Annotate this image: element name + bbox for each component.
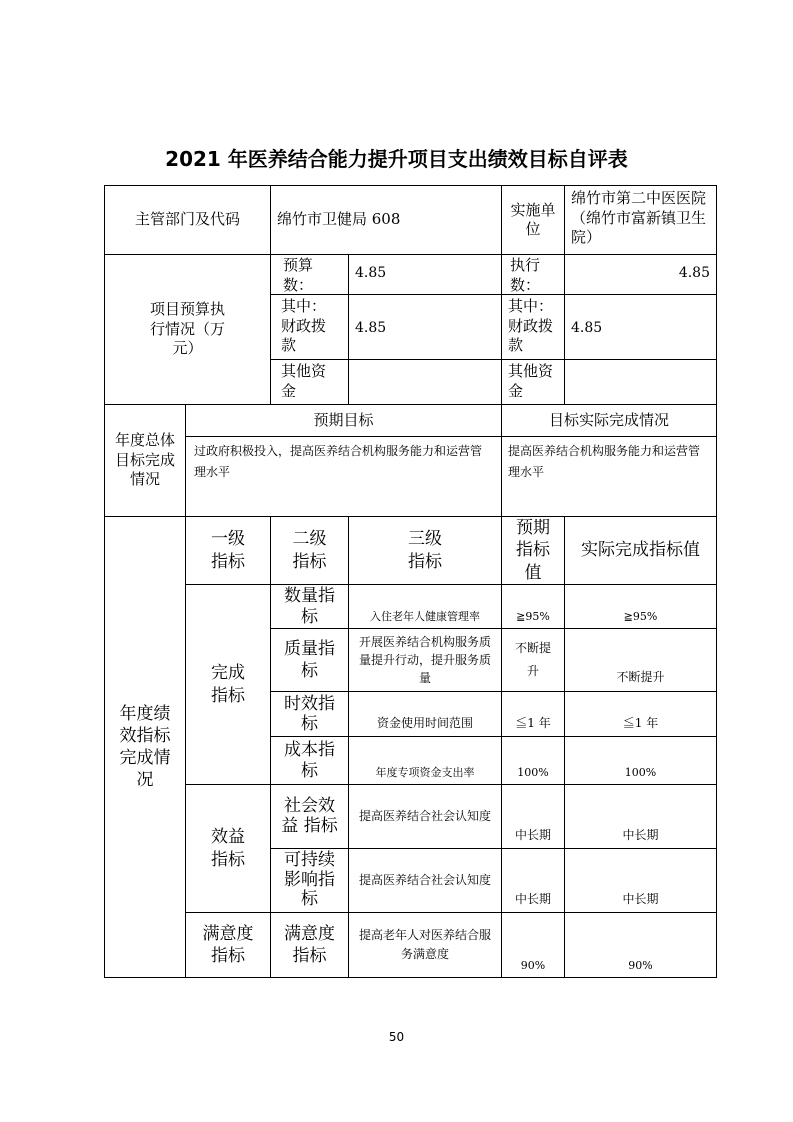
fin-budget-label: 其中：财政拨款 [281, 297, 327, 354]
row-expected: 100% [517, 765, 549, 779]
dept-value: 绵竹市卫健局 608 [277, 210, 401, 229]
row-actual: 中长期 [622, 828, 659, 843]
row-expected: ≦1 年 [515, 716, 551, 731]
row-expected: 不断提升 [514, 641, 551, 678]
col-level3-header: 三级指标 [408, 529, 442, 572]
row-level2: 时效指标 [284, 693, 335, 734]
performance-section-label: 年度绩效指标完成情况 [119, 703, 171, 791]
row-level2: 社会效益 指标 [281, 795, 338, 836]
row-level3: 提高医养结合社会认知度 [358, 808, 491, 823]
row-level2: 可持续影响指标 [284, 850, 335, 910]
row-expected: 中长期 [514, 828, 551, 843]
row-level3: 入住老年人健康管理率 [370, 609, 480, 623]
unit-label: 实施单位 [510, 200, 556, 238]
other-exec-label: 其他资金 [508, 362, 554, 400]
row-expected: 中长期 [514, 892, 551, 907]
row-actual: 中长期 [622, 892, 659, 907]
row-actual: ≧95% [623, 609, 658, 623]
col-expected-header: 预期指标值 [516, 518, 550, 583]
row-expected: 90% [520, 958, 546, 972]
group-benefit: 效益指标 [211, 827, 245, 870]
actual-goal-header: 目标实际完成情况 [548, 410, 669, 429]
row-level2: 数量指标 [284, 586, 335, 627]
budget-section-label: 项目预算执行情况（万元） [149, 300, 225, 358]
col-level2-header: 二级指标 [292, 529, 327, 572]
row-level2: 质量指标 [284, 638, 335, 681]
other-budget-label: 其他资金 [281, 362, 327, 400]
row-level3: 提高医养结合社会认知度 [358, 872, 491, 887]
row-actual: 90% [628, 958, 653, 972]
row-expected: ≧95% [516, 609, 550, 623]
page-number: 50 [388, 1030, 405, 1044]
row-actual: 不断提升 [616, 670, 665, 685]
group-completion: 完成指标 [211, 663, 245, 706]
budget-amount-label: 预算数： [283, 256, 314, 294]
fin-exec-value: 4.85 [571, 320, 603, 336]
overall-goal-label: 年度总体目标完成情况 [114, 431, 175, 489]
exec-amount-value: 4.85 [678, 265, 710, 281]
exec-amount-label: 执行数： [510, 256, 541, 294]
budget-amount-value: 4.85 [355, 265, 387, 281]
row-actual: 100% [624, 765, 657, 779]
row-level3: 年度专项资金支出率 [375, 765, 475, 779]
col-level1-header: 一级指标 [211, 529, 245, 572]
row-level3: 资金使用时间范围 [376, 716, 473, 731]
fin-exec-label: 其中：财政拨款 [508, 297, 554, 354]
row-level2: 满意度指标 [284, 923, 335, 966]
dept-label: 主管部门及代码 [134, 210, 240, 229]
actual-goal-text: 提高医养结合机构服务能力和运营管理水平 [508, 444, 701, 479]
row-level2: 成本指标 [284, 740, 335, 781]
expected-goal-text: 过政府积极投入，提高医养结合机构服务能力和运营管理水平 [194, 444, 483, 479]
row-actual: ≦1 年 [622, 716, 659, 731]
unit-value: 绵竹市第二中医医院（绵竹市富新镇卫生院） [571, 189, 707, 246]
group-satisfaction: 满意度指标 [202, 923, 254, 966]
row-level3: 提高老年人对医养结合服务满意度 [358, 927, 491, 961]
col-actual-header: 实际完成指标值 [581, 540, 700, 561]
row-level3: 开展医养结合机构服务质量提升行动，提升服务质量 [358, 635, 491, 685]
fin-budget-value: 4.85 [355, 320, 387, 336]
expected-goal-header: 预期目标 [313, 410, 374, 429]
page-title: 2021 年医养结合能力提升项目支出绩效目标自评表 [165, 147, 628, 171]
